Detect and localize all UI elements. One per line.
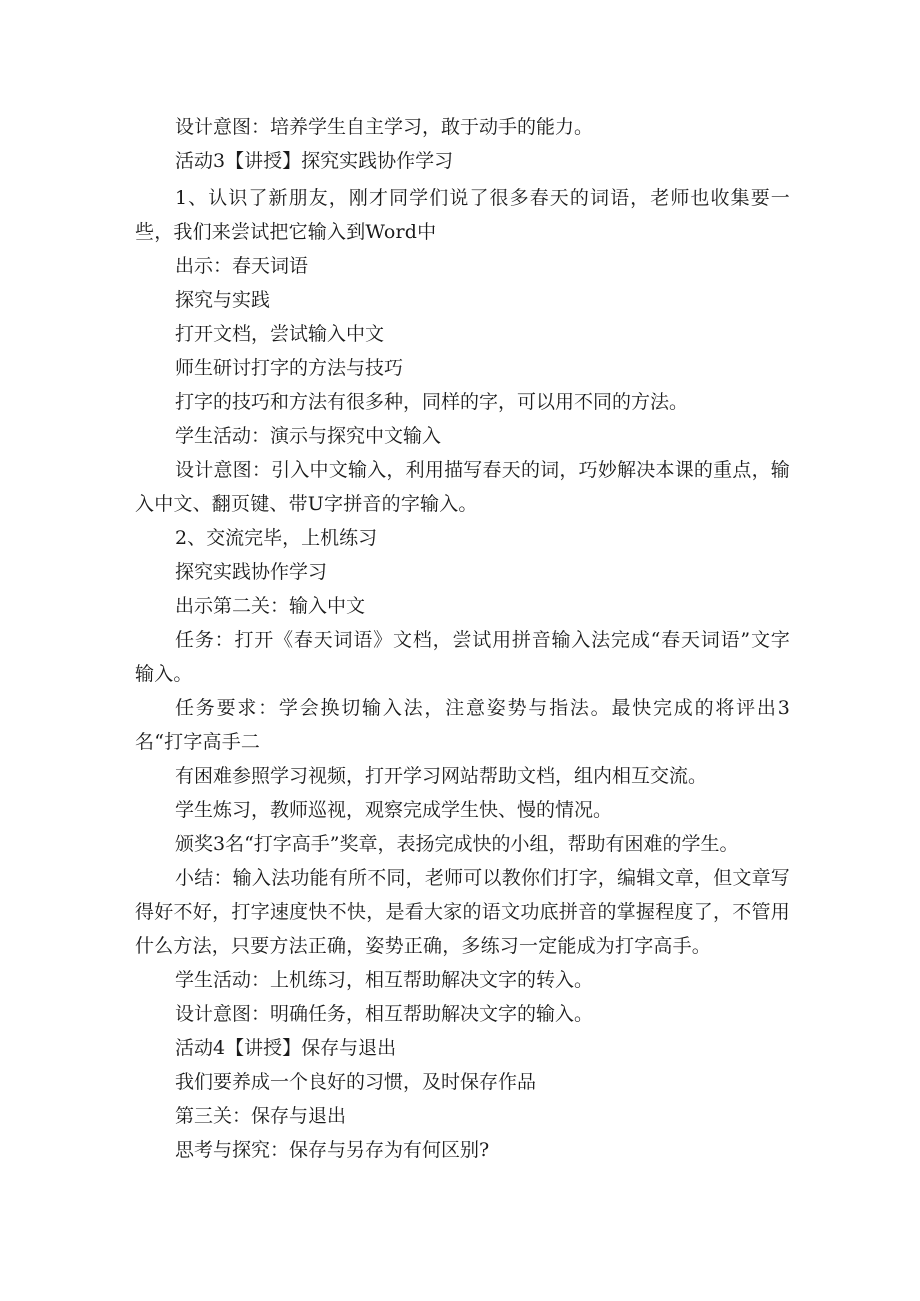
paragraph-typing-tips: 打字的技巧和方法有很多种，同样的字，可以用不同的方法。 [175,391,689,413]
paragraph-open-document: 打开文档，尝试输入中文 [175,323,385,345]
paragraph-activity-3-heading: 活动3【讲授】探究实践协作学习 [175,150,454,172]
paragraph-design-intent-2: 设计意图：引入中文输入，利用描写春天的词，巧妙解决本课的重点，输入中文、翻页键、带U字拼音的字输入。 [135,459,790,515]
paragraph-awards: 颁奖3名“打字高手”奖章，表扬完成快的小组，帮助有困难的学生。 [175,833,739,855]
paragraph-activity-4-heading: 活动4【讲授】保存与退出 [175,1037,397,1059]
paragraph-student-activity-practice: 学生活动：上机练习，相互帮助解决文字的转入。 [175,969,594,991]
paragraph-student-practice: 学生炼习，教师巡视，观察完成学生快、慢的情况。 [175,799,613,821]
paragraph-explore-practice: 探究与实践 [175,289,271,311]
paragraph-discuss-typing: 师生研讨打字的方法与技巧 [175,357,404,379]
paragraph-think-explore: 思考与探究：保存与另存为有何区别? [175,1139,490,1161]
paragraph-level-3: 第三关：保存与退出 [175,1105,347,1127]
paragraph-student-activity-demo: 学生活动：演示与探究中文输入 [175,425,442,447]
paragraph-task: 任务：打开《春天词语》文档，尝试用拼音输入法完成“春天词语”文字输入。 [135,629,790,685]
paragraph-summary: 小结：输入法功能有所不同，老师可以教你们打字，编辑文章，但文章写得好不好，打字速度快不快，是看大家的语文功底拼音的掌握程度了，不管用什么方法，只要方法正确，姿势正确，多练习一定能成为打字高手。 [135,867,790,957]
paragraph-design-intent-1: 设计意图：培养学生自主学习，敢于动手的能力。 [175,116,594,138]
paragraph-step-1: 1、认识了新朋友，刚才同学们说了很多春天的词语，老师也收集要一些，我们来尝试把它输入到Word中 [135,187,790,243]
paragraph-explore-collaborate: 探究实践协作学习 [175,561,328,583]
document-page [135,110,790,1167]
paragraph-show-spring-words: 出示：春天词语 [175,255,309,277]
paragraph-help-resources: 有困难参照学习视频，打开学习网站帮助文档，组内相互交流。 [175,765,708,787]
paragraph-step-2: 2、交流完毕，上机练习 [175,527,378,549]
paragraph-design-intent-3: 设计意图：明确任务，相互帮助解决文字的输入。 [175,1003,594,1025]
paragraph-save-habit: 我们要养成一个良好的习惯，及时保存作品 [175,1071,537,1093]
paragraph-level-2: 出示第二关：输入中文 [175,595,366,617]
paragraph-task-requirements: 任务要求：学会换切输入法，注意姿势与指法。最快完成的将评出3名“打字高手二 [135,697,790,753]
